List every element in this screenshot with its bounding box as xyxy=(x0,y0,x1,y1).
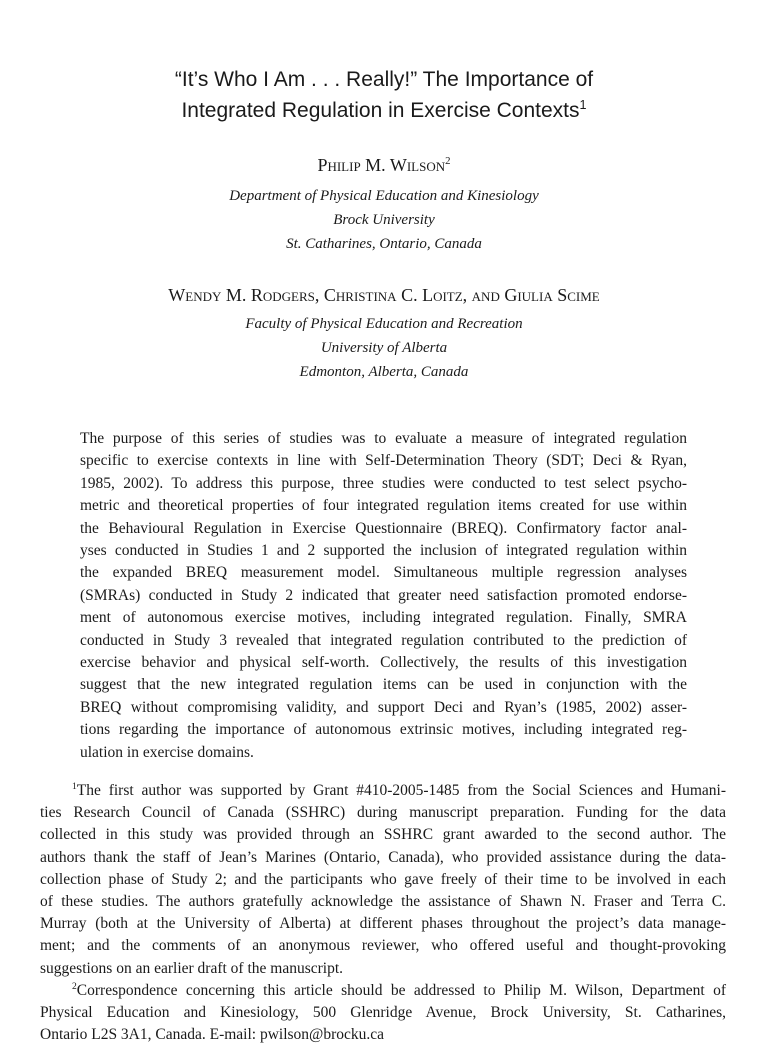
footnote-1-line xyxy=(40,913,726,935)
title-line-1: “It’s Who I Am . . . Really!” The Importance of xyxy=(174,68,594,91)
author-line-1 xyxy=(40,154,728,176)
footnote-2-line-text: Physical Education and Kinesiology, 500 Glenridge Avenue, Brock University, St. Catharines, xyxy=(40,1004,726,1022)
footnote-2-line xyxy=(40,1002,726,1024)
footnote-1-line-text: of these studies. The authors gratefully acknowledge the assistance of Shawn N. Fraser and Terra C. xyxy=(40,893,726,911)
footnote-2-line xyxy=(40,1024,726,1046)
abstract-line xyxy=(80,607,687,629)
author-footnote-mark[interactable]: 2 xyxy=(445,155,451,167)
abstract-line-text: tions regarding the importance of autonomous extrinsic motives, including integrated reg- xyxy=(80,721,687,739)
abstract-line xyxy=(80,540,687,562)
author-names-coauthors: Wendy M. Rodgers, Christina C. Loitz, and Giulia Scime xyxy=(168,285,600,305)
abstract-line xyxy=(80,562,687,584)
abstract-line xyxy=(80,697,687,719)
affiliation-2-faculty: Faculty of Physical Education and Recreation xyxy=(245,316,523,332)
footnote-1-line xyxy=(40,780,726,802)
footnote-1-line xyxy=(40,935,726,957)
abstract-line xyxy=(80,719,687,741)
affiliation-2-university: University of Alberta xyxy=(320,340,448,356)
abstract-line xyxy=(80,428,687,450)
footnote-2-line-text: Correspondence concerning this article should be addressed to Philip M. Wilson, Department of xyxy=(76,981,726,999)
paper-title xyxy=(40,64,728,126)
abstract-line xyxy=(80,742,687,764)
footnote-1-line xyxy=(40,824,726,846)
footnote-1-line-text: ties Research Council of Canada (SSHRC) during manuscript preparation. Funding for the data xyxy=(40,804,726,822)
abstract-line xyxy=(80,585,687,607)
footnote-1-line xyxy=(40,847,726,869)
abstract-line-text: yses conducted in Studies 1 and 2 supported the inclusion of integrated regulation within xyxy=(80,542,687,560)
abstract-line xyxy=(80,495,687,517)
abstract-line-text: exercise behavior and physical self-worth. Collectively, the results of this investigation xyxy=(80,654,687,672)
footnote-1-line-text: authors thank the staff of Jean’s Marines (Ontario, Canada), who provided assistance during the data- xyxy=(40,848,726,866)
title-footnote-mark[interactable]: 1 xyxy=(579,98,587,112)
title-line-2 xyxy=(40,95,728,126)
abstract-line-text: conducted in Study 3 revealed that integrated regulation contributed to the prediction of xyxy=(80,631,687,649)
abstract xyxy=(80,428,687,764)
abstract-line xyxy=(80,674,687,696)
abstract-line xyxy=(80,630,687,652)
affiliation-1-department: Department of Physical Education and Kinesiology xyxy=(229,188,539,204)
footnote-1-line xyxy=(40,869,726,891)
abstract-line-text: the expanded BREQ measurement model. Simultaneous multiple regression analyses xyxy=(80,564,687,582)
abstract-line-text: BREQ without compromising validity, and support Deci and Ryan’s (1985, 2002) asser- xyxy=(80,698,687,716)
abstract-line-text: ment of autonomous exercise motives, including integrated regulation. Finally, SMRA xyxy=(80,609,687,627)
abstract-line-text: metric and theoretical properties of four integrated regulation items created for use within xyxy=(80,497,687,515)
footnote-2 xyxy=(40,980,726,1046)
footnote-1 xyxy=(40,780,726,980)
footnote-1-line-text: The first author was supported by Grant #410-2005-1485 from the Social Sciences and Humani- xyxy=(76,782,726,799)
abstract-line xyxy=(80,473,687,495)
affiliation-1-location: St. Catharines, Ontario, Canada xyxy=(286,236,482,252)
author-line-2 xyxy=(40,284,728,306)
affiliation-2 xyxy=(40,312,728,384)
footnote-1-line-text: collection phase of Study 2; and the participants who gave freely of their time to be involved in each xyxy=(40,870,726,888)
title-line-2-text: Integrated Regulation in Exercise Contexts xyxy=(181,99,580,122)
footnote-1-line xyxy=(40,958,726,980)
abstract-line-text: specific to exercise contexts in line with Self-Determination Theory (SDT; Deci & Ryan, xyxy=(80,452,687,470)
abstract-line-text: the Behavioural Regulation in Exercise Questionnaire (BREQ). Confirmatory factor anal- xyxy=(80,519,687,537)
abstract-line-text: ulation in exercise domains. xyxy=(80,743,254,761)
footnotes xyxy=(40,780,726,1046)
footnote-mark: 1 xyxy=(72,780,77,792)
footnote-2-line xyxy=(40,980,726,1002)
affiliation-1-university: Brock University xyxy=(333,212,435,228)
abstract-line-text: (SMRAs) conducted in Study 2 indicated that greater need satisfaction promoted endorse- xyxy=(80,586,687,604)
abstract-line-text: The purpose of this series of studies was to evaluate a measure of integrated regulation xyxy=(80,430,687,447)
footnote-1-line-text: Murray (both at the University of Alberta) at different phases throughout the project’s data manage- xyxy=(40,915,726,933)
footnote-1-line xyxy=(40,891,726,913)
author-name-wilson: Philip M. Wilson xyxy=(317,155,446,175)
abstract-line xyxy=(80,518,687,540)
abstract-line-text: 1985, 2002). To address this purpose, three studies were conducted to test select psycho- xyxy=(80,474,687,492)
footnote-1-line-text: collected in this study was provided through an SSHRC grant awarded to the second author. The xyxy=(40,826,726,844)
affiliation-2-location: Edmonton, Alberta, Canada xyxy=(299,364,469,380)
footnote-mark: 2 xyxy=(72,980,77,992)
abstract-line xyxy=(80,450,687,472)
affiliation-1 xyxy=(40,184,728,256)
footnote-1-line xyxy=(40,802,726,824)
abstract-line xyxy=(80,652,687,674)
abstract-line-text: suggest that the new integrated regulation items can be used in conjunction with the xyxy=(80,676,687,694)
footnote-1-line-text: suggestions on an earlier draft of the manuscript. xyxy=(40,959,344,977)
footnote-2-line-text: Ontario L2S 3A1, Canada. E-mail: pwilson@brocku.ca xyxy=(40,1026,385,1044)
footnote-1-line-text: ment; and the comments of an anonymous reviewer, who offered useful and thought-provoking xyxy=(40,937,726,955)
